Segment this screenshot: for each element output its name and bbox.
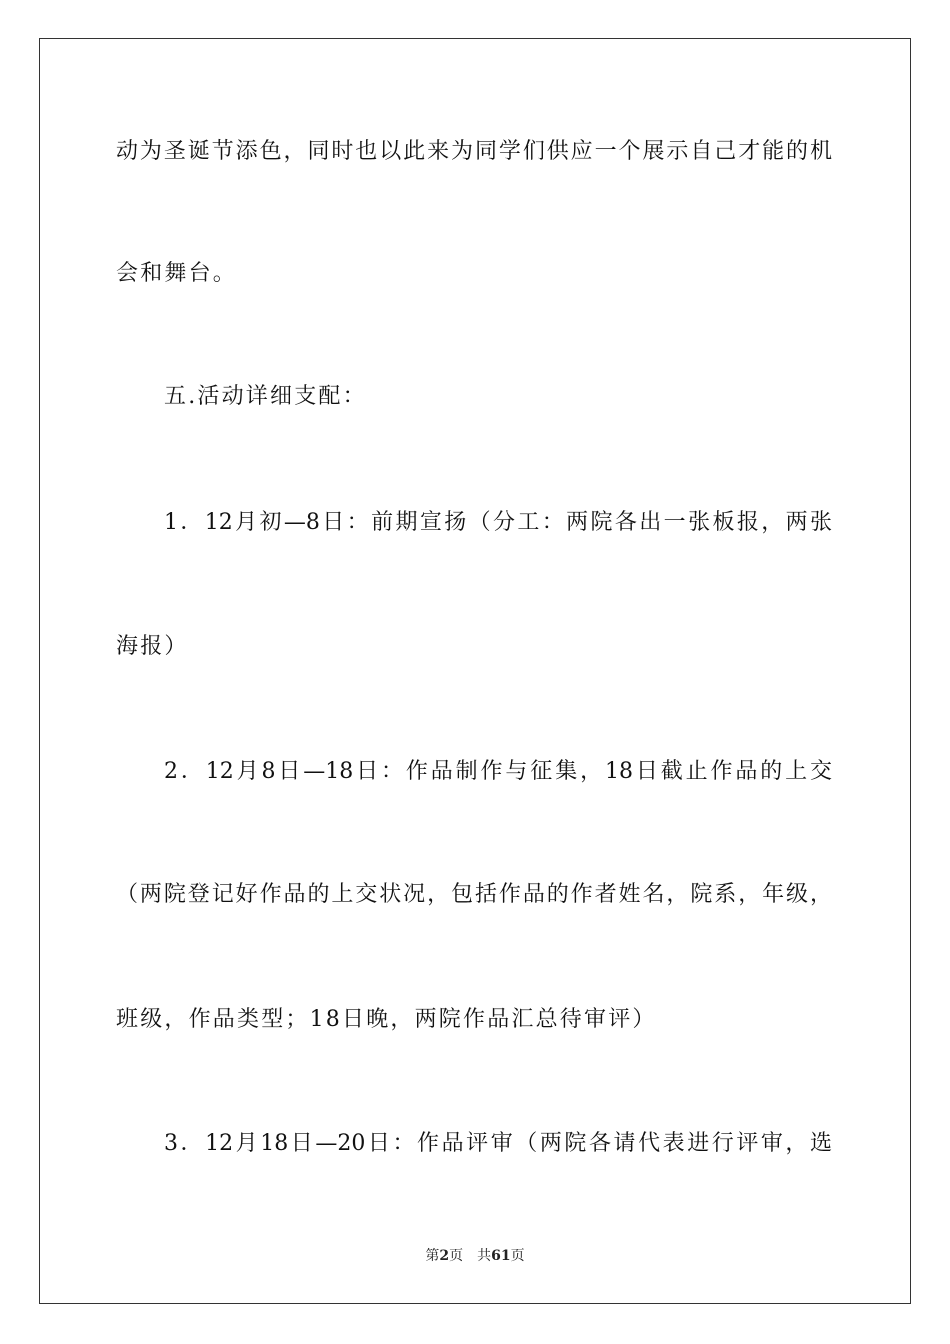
current-page-number: 2 [439, 1248, 450, 1264]
body-line-8: 班级，作品类型；18日晚，两院作品汇总待审评） [116, 1007, 657, 1032]
footer-total-prefix: 共 [477, 1248, 492, 1264]
footer-prefix: 第 [425, 1248, 440, 1264]
body-line-5: 海报） [116, 634, 189, 659]
body-line-2: 会和舞台。 [116, 261, 238, 286]
footer-page-suffix: 页 [449, 1248, 464, 1264]
section-heading: 五.活动详细支配： [164, 384, 367, 409]
body-line-7: （两院登记好作品的上交状况，包括作品的作者姓名，院系，年级， [116, 882, 832, 907]
total-page-number: 61 [491, 1248, 511, 1264]
page-footer [0, 1247, 950, 1265]
footer-total-suffix: 页 [510, 1248, 525, 1264]
body-line-4: 1．12月初—8日：前期宣扬（分工：两院各出一张板报，两张 [164, 510, 832, 535]
body-line-6: 2．12月8日—18日：作品制作与征集，18日截止作品的上交 [164, 759, 832, 784]
page-border [39, 38, 911, 1304]
body-line-1: 动为圣诞节添色，同时也以此来为同学们供应一个展示自己才能的机 [116, 139, 832, 164]
body-line-9: 3．12月18日—20日：作品评审（两院各请代表进行评审，选 [164, 1131, 832, 1156]
